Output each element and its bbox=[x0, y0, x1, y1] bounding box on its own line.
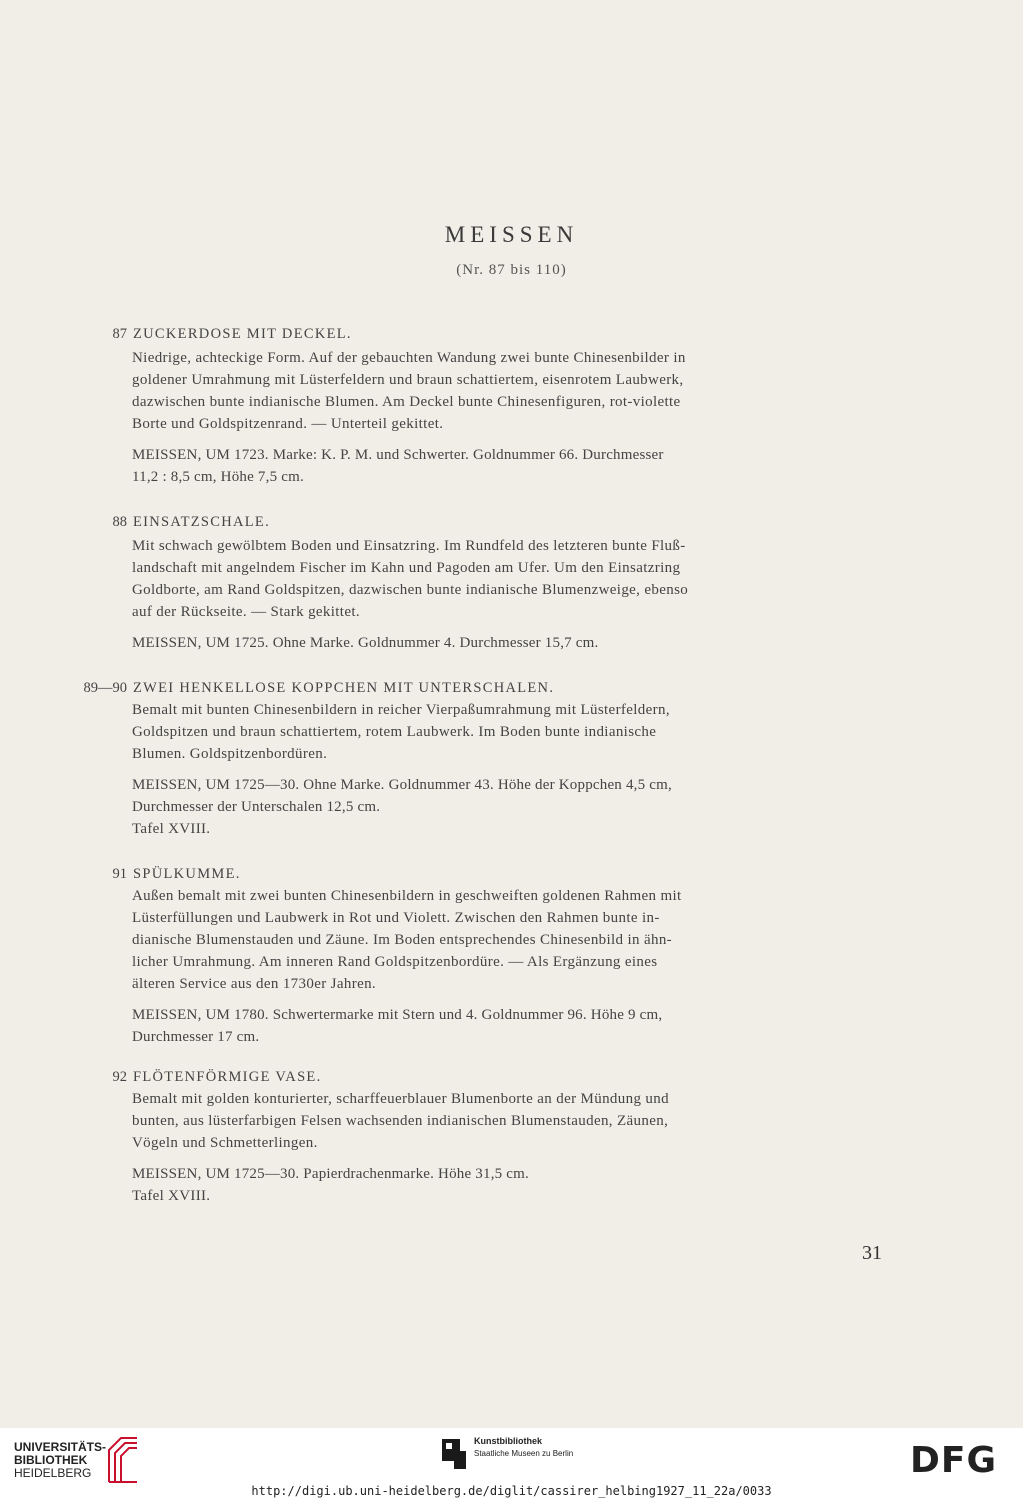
entry-description-line: Goldspitzen und braun schattiertem, rotem Laubwerk. Im Boden bunte indianische bbox=[132, 724, 657, 740]
entry-number: 91 bbox=[112, 866, 127, 882]
provenance-line: 11,2 : 8,5 cm, Höhe 7,5 cm. bbox=[132, 469, 304, 485]
entry-description-line: Mit schwach gewölbtem Boden und Einsatzring. Im Rundfeld des letzteren bunte Fluß- bbox=[132, 538, 686, 554]
entry-description-line: dazwischen bunte indianische Blumen. Am Deckel bunte Chinesenfiguren, rot-violette bbox=[132, 394, 681, 410]
entry-description-line: Vögeln und Schmetterlingen. bbox=[132, 1135, 318, 1151]
entry-provenance bbox=[132, 1004, 808, 1048]
entry-description-line: Bemalt mit bunten Chinesenbildern in reicher Vierpaßumrahmung mit Lüsterfeldern, bbox=[132, 702, 670, 718]
entry-heading: ZWEI HENKELLOSE KOPPCHEN MIT UNTERSCHALEN. bbox=[133, 680, 555, 696]
provenance-line: MEISSEN, UM 1725. Ohne Marke. Goldnummer 4. Durchmesser 15,7 cm. bbox=[132, 635, 599, 651]
ub-heidelberg-logo[interactable] bbox=[14, 1441, 106, 1480]
provenance-line: MEISSEN, UM 1725—30. Papierdrachenmarke. Höhe 31,5 cm. bbox=[132, 1166, 529, 1182]
entry-description-line: bunten, aus lüsterfarbigen Felsen wachsenden indianischen Blumenstauden, Zäunen, bbox=[132, 1113, 669, 1129]
entry-description-line: goldener Umrahmung mit Lüsterfeldern und braun schattiertem, eisenrotem Laubwerk, bbox=[132, 372, 684, 388]
entry-description-line: licher Umrahmung. Am inneren Rand Goldspitzenbordüre. — Als Ergänzung eines bbox=[132, 954, 658, 970]
entry-description-line: auf der Rückseite. — Stark gekittet. bbox=[132, 604, 360, 620]
entry-description-line: Bemalt mit golden konturierter, scharffeuerblauer Blumenborte an der Mündung und bbox=[132, 1091, 669, 1107]
entry-number: 92 bbox=[112, 1069, 127, 1085]
entry-description-line: Borte und Goldspitzenrand. — Unterteil gekittet. bbox=[132, 416, 444, 432]
entry-plate-reference: Tafel XVIII. bbox=[132, 1188, 211, 1204]
entry-provenance bbox=[132, 632, 808, 654]
ub-emblem-icon bbox=[103, 1434, 143, 1484]
entry-description-line: Goldborte, am Rand Goldspitzen, dazwischen bunte indianische Blumenzweige, ebenso bbox=[132, 582, 689, 598]
entry-heading: ZUCKERDOSE MIT DECKEL. bbox=[133, 326, 352, 342]
entry-provenance bbox=[132, 774, 808, 818]
entry-provenance bbox=[132, 444, 808, 488]
library-name-line: BIBLIOTHEK bbox=[14, 1453, 88, 1467]
entry-heading: SPÜLKUMME. bbox=[133, 866, 241, 882]
page-number: 31 bbox=[862, 1242, 882, 1264]
entry-number: 87 bbox=[112, 326, 127, 342]
provenance-line: MEISSEN, UM 1723. Marke: K. P. M. und Schwerter. Goldnummer 66. Durchmesser bbox=[132, 447, 664, 463]
entry-description-line: älteren Service aus den 1730er Jahren. bbox=[132, 976, 377, 992]
provenance-line: Durchmesser der Unterschalen 12,5 cm. bbox=[132, 799, 381, 815]
provenance-line: Durchmesser 17 cm. bbox=[132, 1029, 260, 1045]
entry-description-line: Außen bemalt mit zwei bunten Chinesenbildern in geschweiften goldenen Rahmen mit bbox=[132, 888, 682, 904]
entry-description-line: dianische Blumenstauden und Zäune. Im Boden entsprechendes Chinesenbild in ähn- bbox=[132, 932, 673, 948]
kunstbibliothek-logo-icon bbox=[440, 1437, 468, 1471]
entry-description-line: Lüsterfüllungen und Laubwerk in Rot und Violett. Zwischen den Rahmen bunte in- bbox=[132, 910, 660, 926]
entry-description-line: Blumen. Goldspitzenbordüren. bbox=[132, 746, 328, 762]
entry-heading: FLÖTENFÖRMIGE VASE. bbox=[133, 1069, 322, 1085]
entry-provenance bbox=[132, 1163, 808, 1185]
page-subtitle: (Nr. 87 bis 110) bbox=[456, 262, 567, 278]
entry-description-line: Niedrige, achteckige Form. Auf der gebauchten Wandung zwei bunte Chinesenbilder in bbox=[132, 350, 686, 366]
provenance-line: MEISSEN, UM 1780. Schwertermarke mit Stern und 4. Goldnummer 96. Höhe 9 cm, bbox=[132, 1007, 663, 1023]
dfg-logo[interactable]: DFG bbox=[910, 1440, 998, 1481]
provenance-line: MEISSEN, UM 1725—30. Ohne Marke. Goldnummer 43. Höhe der Koppchen 4,5 cm, bbox=[132, 777, 672, 793]
entry-heading: EINSATZSCHALE. bbox=[133, 514, 271, 530]
kunstbibliothek-label[interactable] bbox=[474, 1436, 573, 1458]
permalink-url[interactable]: http://digi.ub.uni-heidelberg.de/diglit/cassirer_helbing1927_11_22a/0033 bbox=[251, 1484, 772, 1498]
entry-number: 88 bbox=[112, 514, 127, 530]
kb-name: Kunstbibliothek bbox=[474, 1436, 542, 1446]
kb-subtitle: Staatliche Museen zu Berlin bbox=[474, 1449, 574, 1458]
library-name-line: UNIVERSITÄTS- bbox=[14, 1440, 107, 1454]
entry-number: 89—90 bbox=[83, 680, 127, 696]
entry-description-line: landschaft mit angelndem Fischer im Kahn und Pagoden am Ufer. Um den Einsatzring bbox=[132, 560, 681, 576]
entry-plate-reference: Tafel XVIII. bbox=[132, 821, 211, 837]
page-title: MEISSEN bbox=[444, 222, 579, 247]
library-name-line: HEIDELBERG bbox=[14, 1466, 92, 1480]
